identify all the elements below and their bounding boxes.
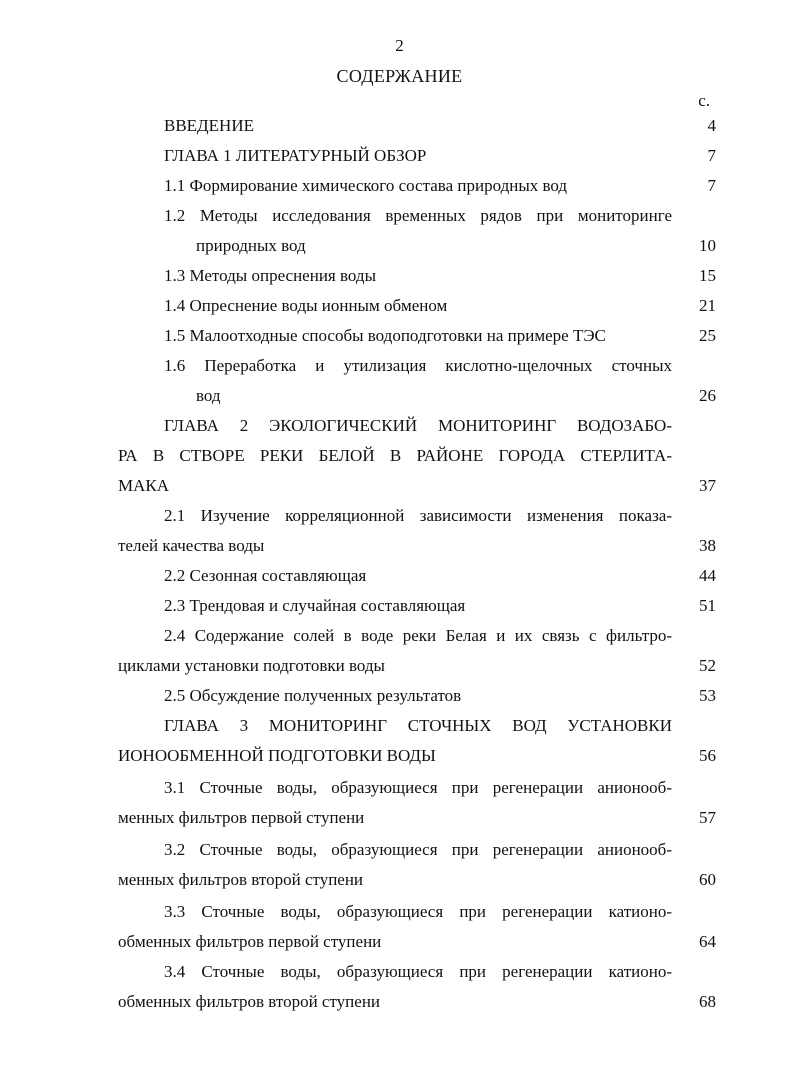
page-title: СОДЕРЖАНИЕ bbox=[336, 66, 463, 86]
toc-entry-page: 37 bbox=[699, 476, 716, 495]
toc-entry-text: ГЛАВА 3 МОНИТОРИНГ СТОЧНЫХ ВОД УСТАНОВКИ bbox=[164, 716, 672, 735]
toc-entry-page: 15 bbox=[699, 266, 716, 285]
toc-entry-text: 3.3 Сточные воды, образующиеся при регенерации катионо- bbox=[164, 902, 672, 921]
toc-entry-text: 1.6 Переработка и утилизация кислотно-щелочных сточных bbox=[164, 356, 672, 375]
toc-entry-text: 3.4 Сточные воды, образующиеся при регенерации катионо- bbox=[164, 962, 672, 981]
toc-entry-text: ВВЕДЕНИЕ bbox=[164, 116, 254, 135]
toc-entry-page: 7 bbox=[707, 146, 716, 165]
toc-entry-page: 60 bbox=[699, 870, 716, 889]
toc-entry-page: 38 bbox=[699, 536, 716, 555]
toc-entry-page: 51 bbox=[699, 596, 716, 615]
toc-entry-text-cont: циклами установки подготовки воды bbox=[118, 656, 385, 675]
toc-entry-text: 2.2 Сезонная составляющая bbox=[164, 566, 367, 585]
toc-entry-text: 3.1 Сточные воды, образующиеся при регенерации анионооб- bbox=[164, 778, 672, 797]
toc-entry-text-cont: обменных фильтров второй ступени bbox=[118, 992, 381, 1011]
toc-entry-page: 7 bbox=[707, 176, 716, 195]
toc-entry-text-cont: ИОНООБМЕННОЙ ПОДГОТОВКИ ВОДЫ bbox=[118, 746, 436, 765]
toc-entry-text: 2.1 Изучение корреляционной зависимости изменения показа- bbox=[164, 506, 672, 525]
toc-entry-text: 2.4 Содержание солей в воде реки Белая и их связь с фильтро- bbox=[164, 626, 672, 645]
toc-entry-text: 1.3 Методы опреснения воды bbox=[164, 266, 376, 285]
toc-entry-text: 1.4 Опреснение воды ионным обменом bbox=[164, 296, 448, 315]
toc-entry-text: ГЛАВА 1 ЛИТЕРАТУРНЫЙ ОБЗОР bbox=[164, 146, 427, 165]
toc-entry-page: 26 bbox=[699, 386, 716, 405]
toc-entry-text: 2.5 Обсуждение полученных результатов bbox=[164, 686, 462, 705]
page-number: 2 bbox=[395, 36, 404, 55]
toc-entry-page: 52 bbox=[699, 656, 716, 675]
page-column-label: с. bbox=[698, 91, 710, 110]
toc-entry-text: 1.1 Формирование химического состава природных вод bbox=[164, 176, 568, 195]
toc-entry-page: 44 bbox=[699, 566, 716, 585]
toc-entry-text-cont: обменных фильтров первой ступени bbox=[118, 932, 382, 951]
toc-entry-text: ГЛАВА 2 ЭКОЛОГИЧЕСКИЙ МОНИТОРИНГ ВОДОЗАБО- bbox=[164, 416, 672, 435]
toc-entry-text-cont: менных фильтров первой ступени bbox=[118, 808, 365, 827]
toc-entry-page: 10 bbox=[699, 236, 716, 255]
toc-entry-page: 53 bbox=[699, 686, 716, 705]
toc-entry-text-cont: вод bbox=[196, 386, 221, 405]
toc-entry-text-cont: телей качества воды bbox=[118, 536, 265, 555]
toc-entry-page: 21 bbox=[699, 296, 716, 315]
toc-entry-text: 3.2 Сточные воды, образующиеся при регенерации анионооб- bbox=[164, 840, 672, 859]
toc-entry-page: 56 bbox=[699, 746, 716, 765]
toc-entry-page: 57 bbox=[699, 808, 716, 827]
toc-entry-text-cont: МАКА bbox=[118, 476, 170, 495]
toc-entry-page: 64 bbox=[699, 932, 716, 951]
toc-entry-text: 2.3 Трендовая и случайная составляющая bbox=[164, 596, 466, 615]
toc-entry-text-cont: менных фильтров второй ступени bbox=[118, 870, 364, 889]
toc-entry-page: 25 bbox=[699, 326, 716, 345]
toc-entry-text-cont: РА В СТВОРЕ РЕКИ БЕЛОЙ В РАЙОНЕ ГОРОДА СТЕРЛИТА- bbox=[118, 446, 672, 465]
toc-entry-page: 68 bbox=[699, 992, 716, 1011]
toc-entry-text: 1.2 Методы исследования временных рядов при мониторинге bbox=[164, 206, 672, 225]
toc-entry-text-cont: природных вод bbox=[196, 236, 306, 255]
toc-entry-page: 4 bbox=[707, 116, 716, 135]
toc-entry-text: 1.5 Малоотходные способы водоподготовки на примере ТЭС bbox=[164, 326, 606, 345]
